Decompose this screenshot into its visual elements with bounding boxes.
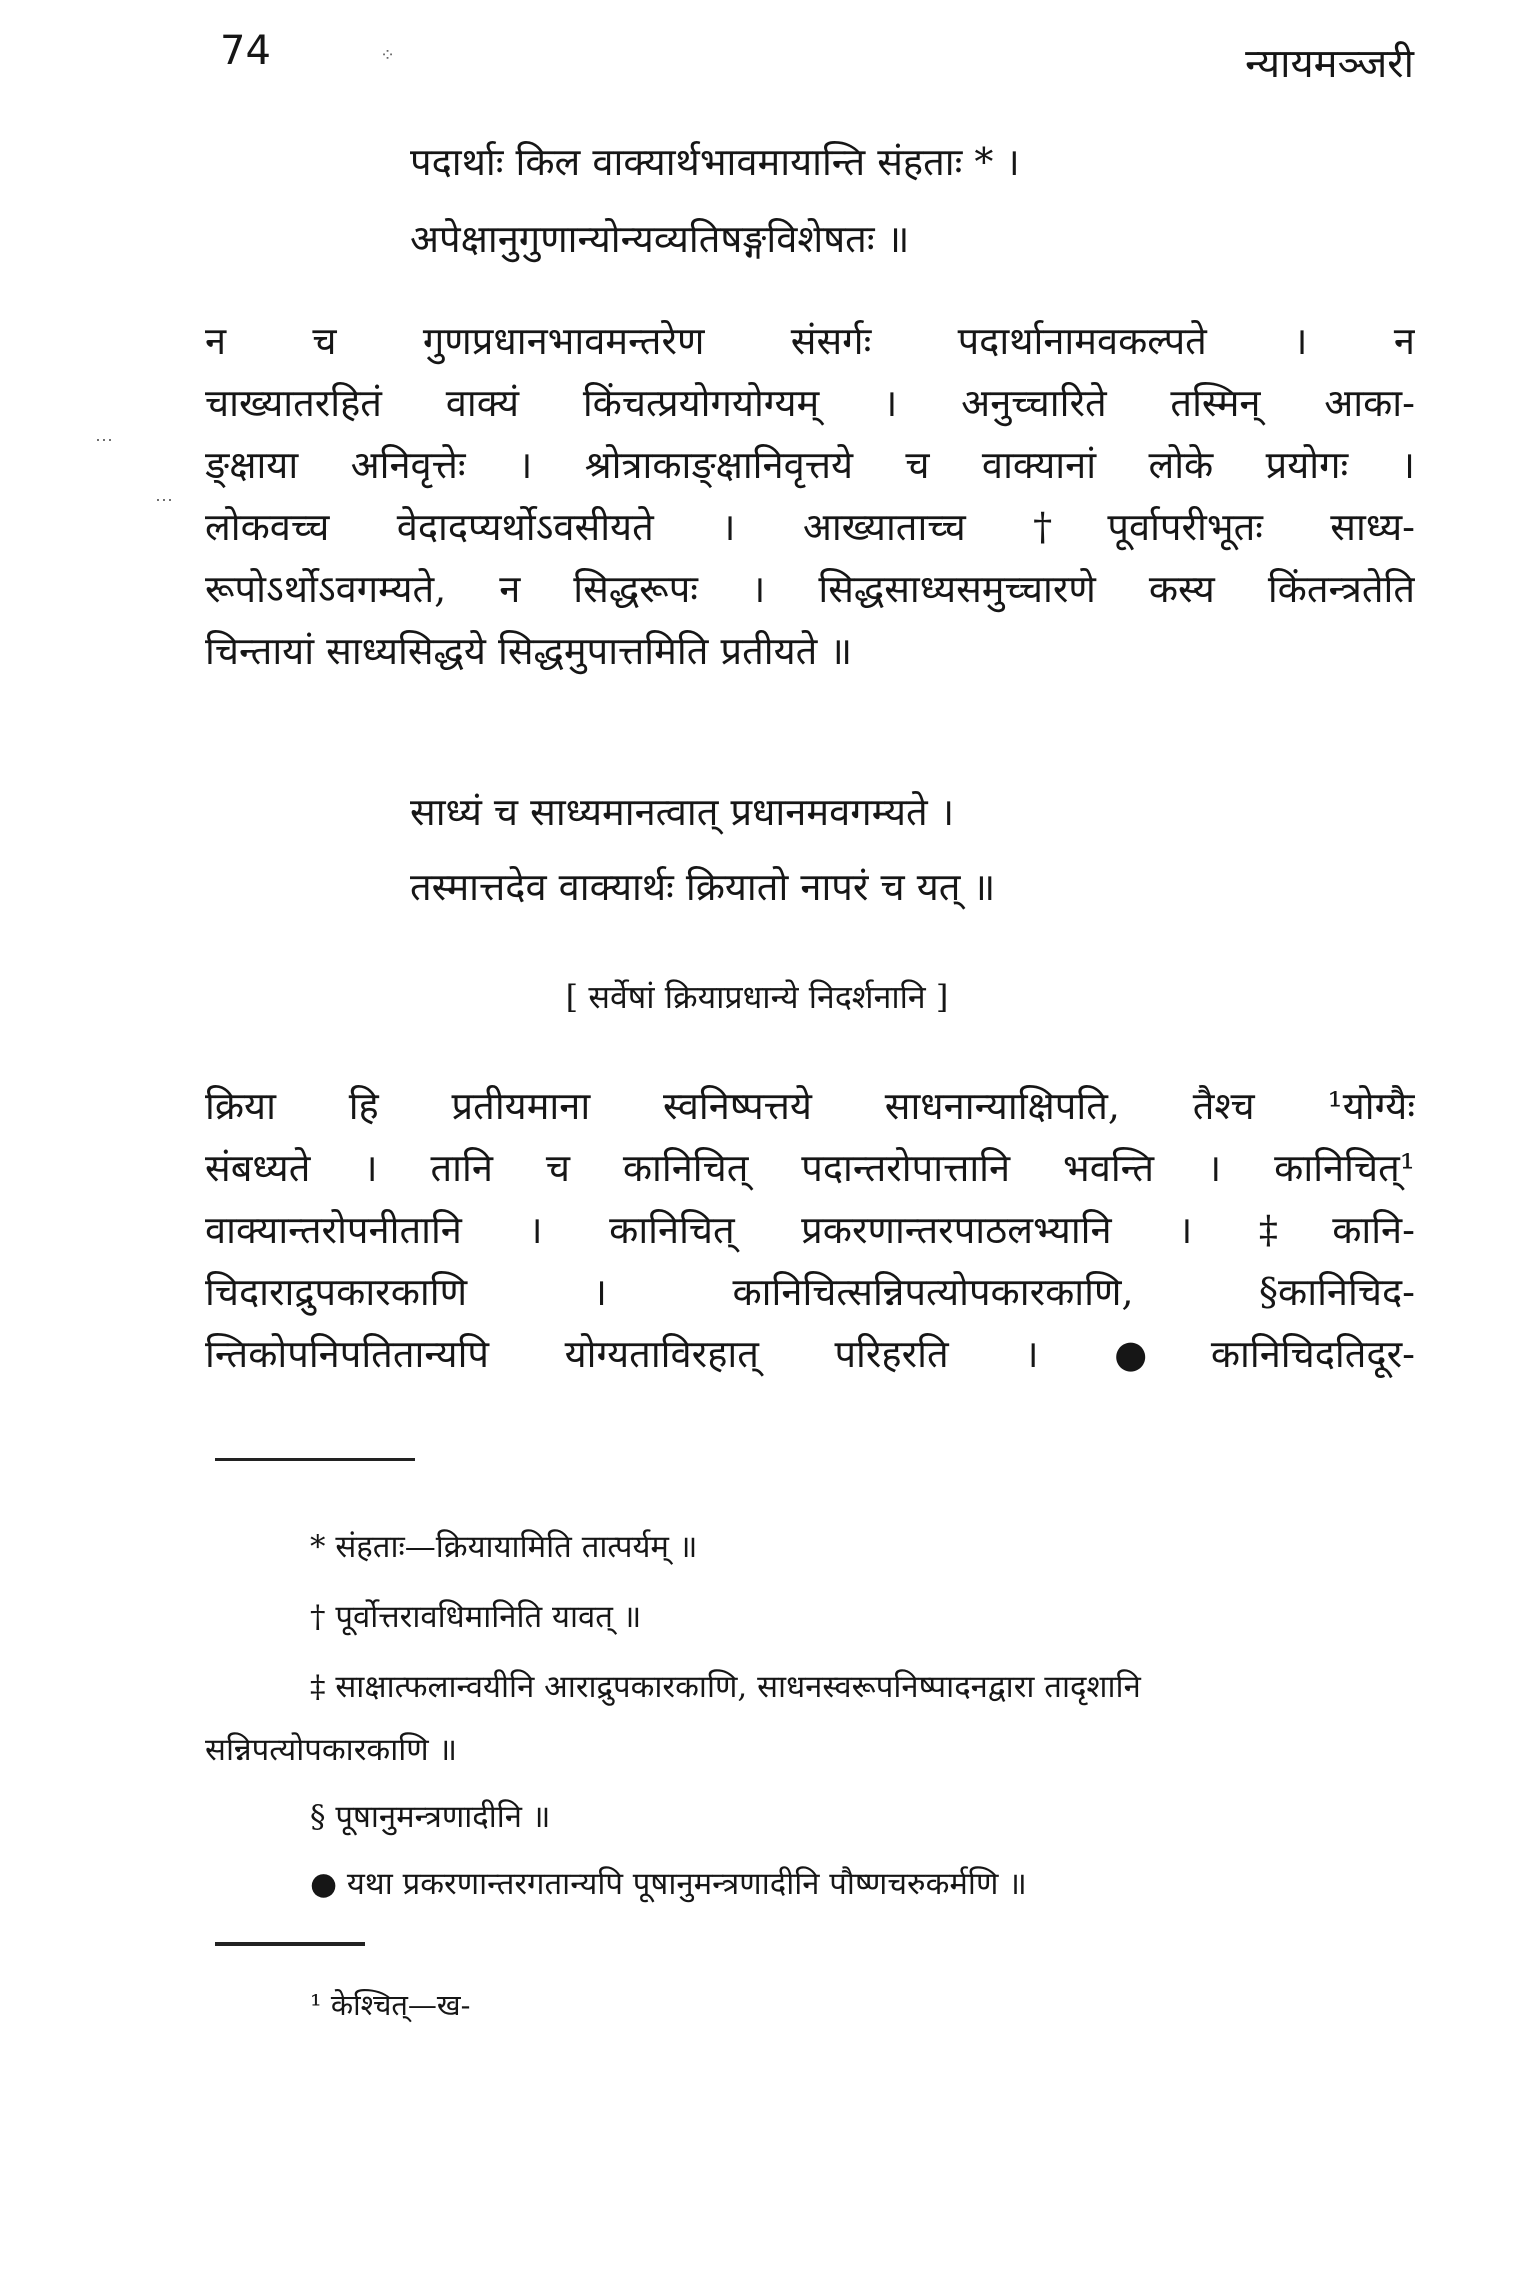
verse-line: अपेक्षानुगुणान्योन्यव्यतिषङ्गविशेषतः ॥ [410, 217, 910, 261]
prose-line: चिदाराद्रुपकारकाणि । कानिचित्सन्निपत्योपकारकाणि, §कानिचिद- [205, 1270, 1415, 1314]
footnote-continuation: सन्निपत्योपकारकाणि ॥ [205, 1732, 458, 1768]
scan-speck: ⋯ [95, 430, 113, 451]
prose-line: न च गुणप्रधानभावमन्तरेण संसर्गः पदार्थानामवकल्पते । न [205, 319, 1415, 363]
footnote: ‡ साक्षात्फलान्वयीनि आराद्रुपकारकाणि, साधनस्वरूपनिष्पादनद्वारा तादृशानि [310, 1669, 1141, 1705]
scan-speck: ⋯ [155, 490, 173, 511]
prose-line: रूपोऽर्थोऽवगम्यते, न सिद्धरूपः । सिद्धसाध्यसमुच्चारणे कस्य किंतन्त्रतेति [205, 567, 1415, 611]
footnote: † पूर्वोत्तरावधिमानिति यावत् ॥ [310, 1599, 642, 1635]
prose-line: लोकवच्च वेदादप्यर्थोऽवसीयते । आख्याताच्च †पूर्वापरीभूतः साध्य- [205, 505, 1415, 549]
prose-line: चाख्यातरहितं वाक्यं किंचत्प्रयोगयोग्यम् । अनुच्चारिते तस्मिन् आका- [205, 381, 1415, 425]
footnote-divider [215, 1458, 415, 1461]
prose-paragraph-1 [205, 310, 1415, 682]
running-title: न्यायमञ्जरी [1245, 41, 1414, 87]
variant-reading-note: ¹ केश्चित्—ख- [310, 1988, 471, 2022]
page-header [220, 28, 1414, 88]
prose-line: ङ्क्षाया अनिवृत्तेः । श्रोत्राकाङ्क्षानिवृत्तये च वाक्यानां लोके प्रयोगः । [205, 443, 1415, 487]
verse-line: तस्मात्तदेव वाक्यार्थः क्रियातो नापरं च यत् ॥ [410, 865, 996, 909]
verse-line: साध्यं च साध्यमानत्वात् प्रधानमवगम्यते । [410, 790, 955, 834]
scan-speck: ⁘ [380, 45, 396, 66]
page-number: 74 [220, 28, 271, 74]
prose-line: न्तिकोपनिपतितान्यपि योग्यताविरहात् परिहरति । ●कानिचिदतिदूर- [205, 1332, 1415, 1376]
footnote: ● यथा प्रकरणान्तरगतान्यपि पूषानुमन्त्रणादीनि पौष्णचरुकर्मणि ॥ [310, 1866, 1027, 1902]
variant-divider [215, 1942, 365, 1946]
prose-line: संबध्यते । तानि च कानिचित् पदान्तरोपात्तानि भवन्ति । कानिचित्¹ [205, 1146, 1415, 1190]
prose-line: क्रिया हि प्रतीयमाना स्वनिष्पत्तये साधनान्याक्षिपति, तैश्च ¹योग्यैः [205, 1084, 1415, 1128]
prose-line: चिन्तायां साध्यसिद्धये सिद्धमुपात्तमिति प्रतीयते ॥ [205, 629, 853, 673]
section-heading: [ सर्वेषां क्रियाप्रधान्ये निदर्शनानि ] [565, 978, 949, 1016]
prose-line: वाक्यान्तरोपनीतानि । कानिचित् प्रकरणान्तरपाठलभ्यानि । ‡कानि- [205, 1208, 1415, 1252]
verse-line: पदार्थाः किल वाक्यार्थभावमायान्ति संहताः * । [410, 140, 1020, 184]
footnote: § पूषानुमन्त्रणादीनि ॥ [310, 1799, 551, 1835]
prose-paragraph-2 [205, 1075, 1415, 1385]
footnote: * संहताः—क्रियायामिति तात्पर्यम् ॥ [310, 1529, 698, 1565]
